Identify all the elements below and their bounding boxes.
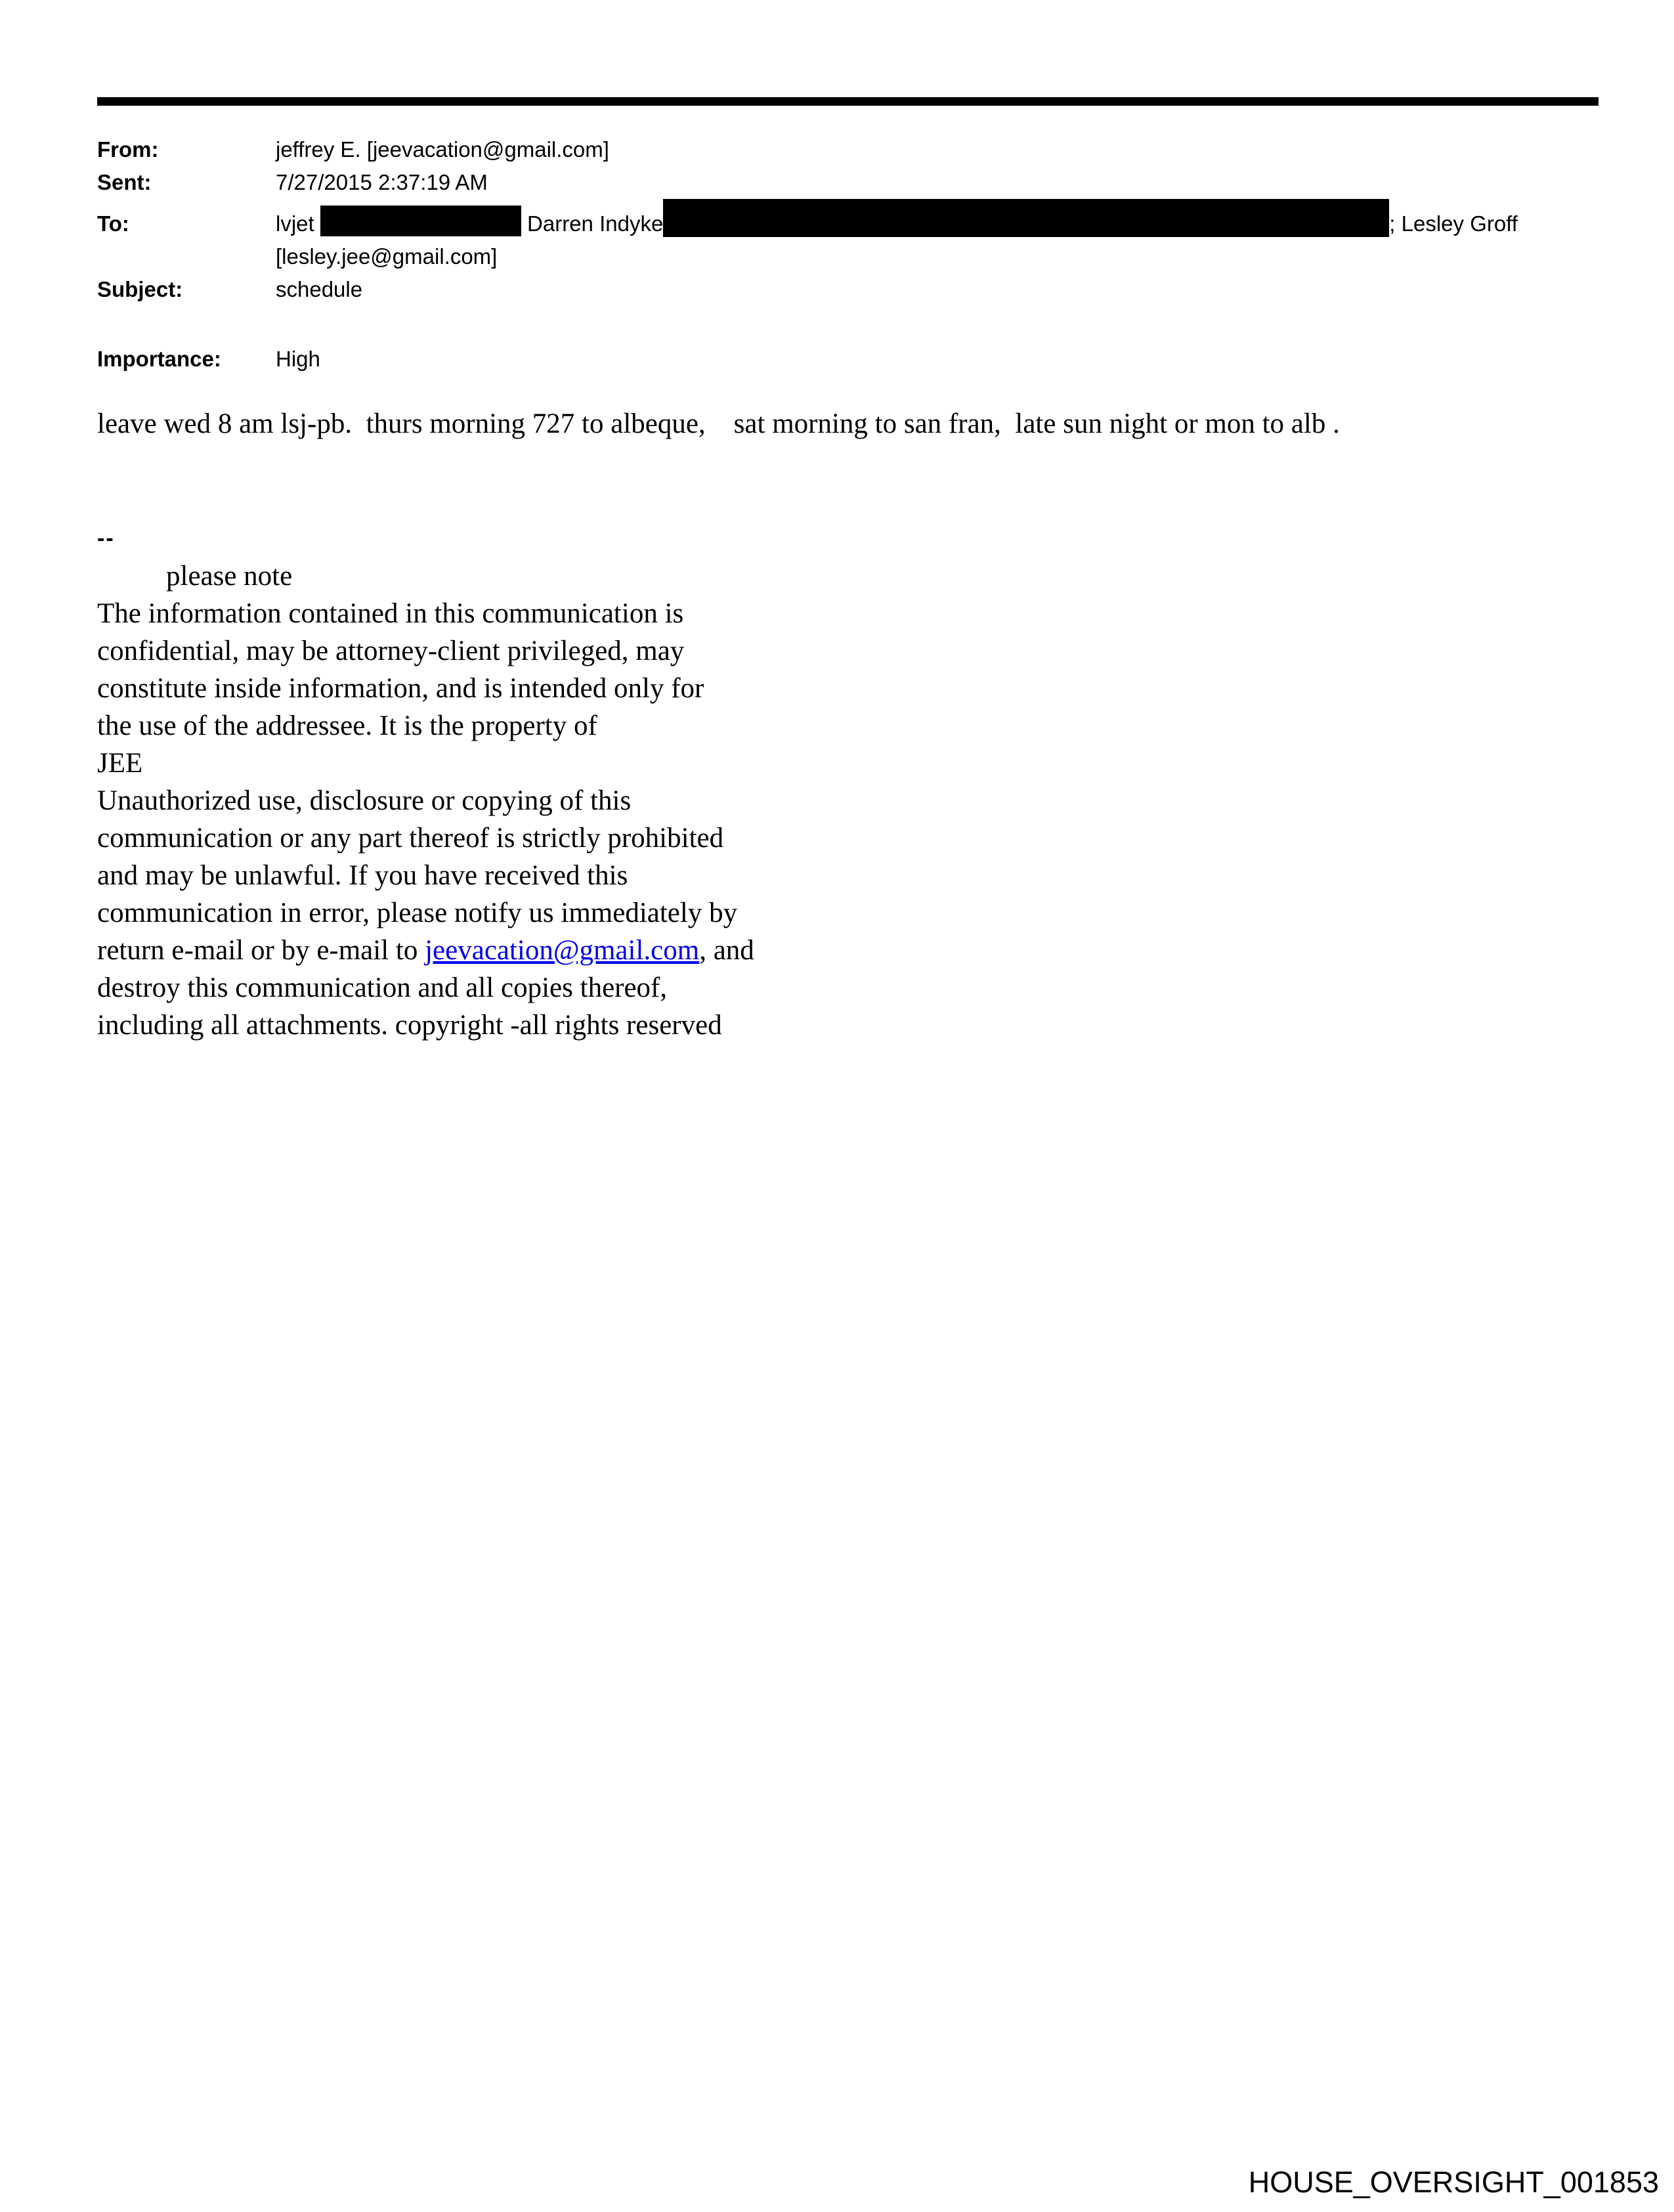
- to-recipient-2: Darren Indyke: [521, 211, 664, 236]
- email-body-text: leave wed 8 am lsj-pb. thurs morning 727 to albeque, sat morning to san fran, late sun night or mon to alb .: [97, 408, 1340, 439]
- importance-value: High: [276, 347, 320, 371]
- signature-block: [97, 520, 1213, 1044]
- disclaimer-link-suffix: , and: [699, 935, 754, 966]
- disclaimer-line: The information contained in this communication is: [97, 598, 684, 629]
- subject-value: schedule: [276, 277, 363, 301]
- disclaimer-line: communication in error, please notify us immediately by: [97, 898, 738, 928]
- to-value: [276, 199, 1518, 240]
- disclaimer-line: including all attachments. copyright -all rights reserved: [97, 1010, 722, 1041]
- to-recipient-1: lvjet: [276, 211, 320, 236]
- disclaimer-link-line: [97, 932, 1213, 969]
- header-divider-bar: [97, 97, 1599, 106]
- disclaimer-note-line: please note: [166, 561, 293, 592]
- disclaimer-line: the use of the addressee. It is the property of: [97, 710, 597, 741]
- from-value: jeffrey E. [jeevacation@gmail.com]: [276, 137, 609, 162]
- sent-row: [97, 166, 1627, 199]
- sent-value: 7/27/2015 2:37:19 AM: [276, 170, 488, 194]
- to-continuation-row: [97, 240, 1627, 273]
- subject-label: Subject:: [97, 277, 183, 301]
- importance-label: Importance:: [97, 347, 221, 371]
- disclaimer-line: Unauthorized use, disclosure or copying of this: [97, 785, 632, 816]
- disclaimer-line: confidential, may be attorney-client privileged, may: [97, 636, 685, 666]
- to-row: [97, 199, 1627, 240]
- disclaimer-line: constitute inside information, and is intended only for: [97, 673, 704, 704]
- from-label: From:: [97, 137, 159, 162]
- redaction-bar: [663, 199, 1389, 237]
- disclaimer-line: communication or any part thereof is strictly prohibited: [97, 823, 724, 854]
- from-row: [97, 133, 1627, 166]
- to-label: To:: [97, 211, 129, 236]
- to-recipient-3: ; Lesley Groff: [1389, 211, 1518, 236]
- disclaimer-line: and may be unlawful. If you have received this: [97, 860, 628, 891]
- email-header: [97, 133, 1627, 376]
- redaction-bar: [320, 206, 521, 236]
- disclaimer-line: JEE: [97, 748, 143, 779]
- subject-row: [97, 273, 1627, 306]
- bates-number: HOUSE_OVERSIGHT_001853: [1248, 2165, 1659, 2199]
- email-address-link[interactable]: jeevacation@gmail.com: [425, 935, 700, 966]
- disclaimer-link-prefix: return e-mail or by e-mail to: [97, 935, 425, 966]
- disclaimer-line: destroy this communication and all copies thereof,: [97, 972, 668, 1003]
- to-continuation-value: [lesley.jee@gmail.com]: [276, 244, 498, 269]
- signature-delimiter: --: [97, 526, 115, 551]
- importance-row: [97, 343, 1627, 376]
- sent-label: Sent:: [97, 170, 152, 194]
